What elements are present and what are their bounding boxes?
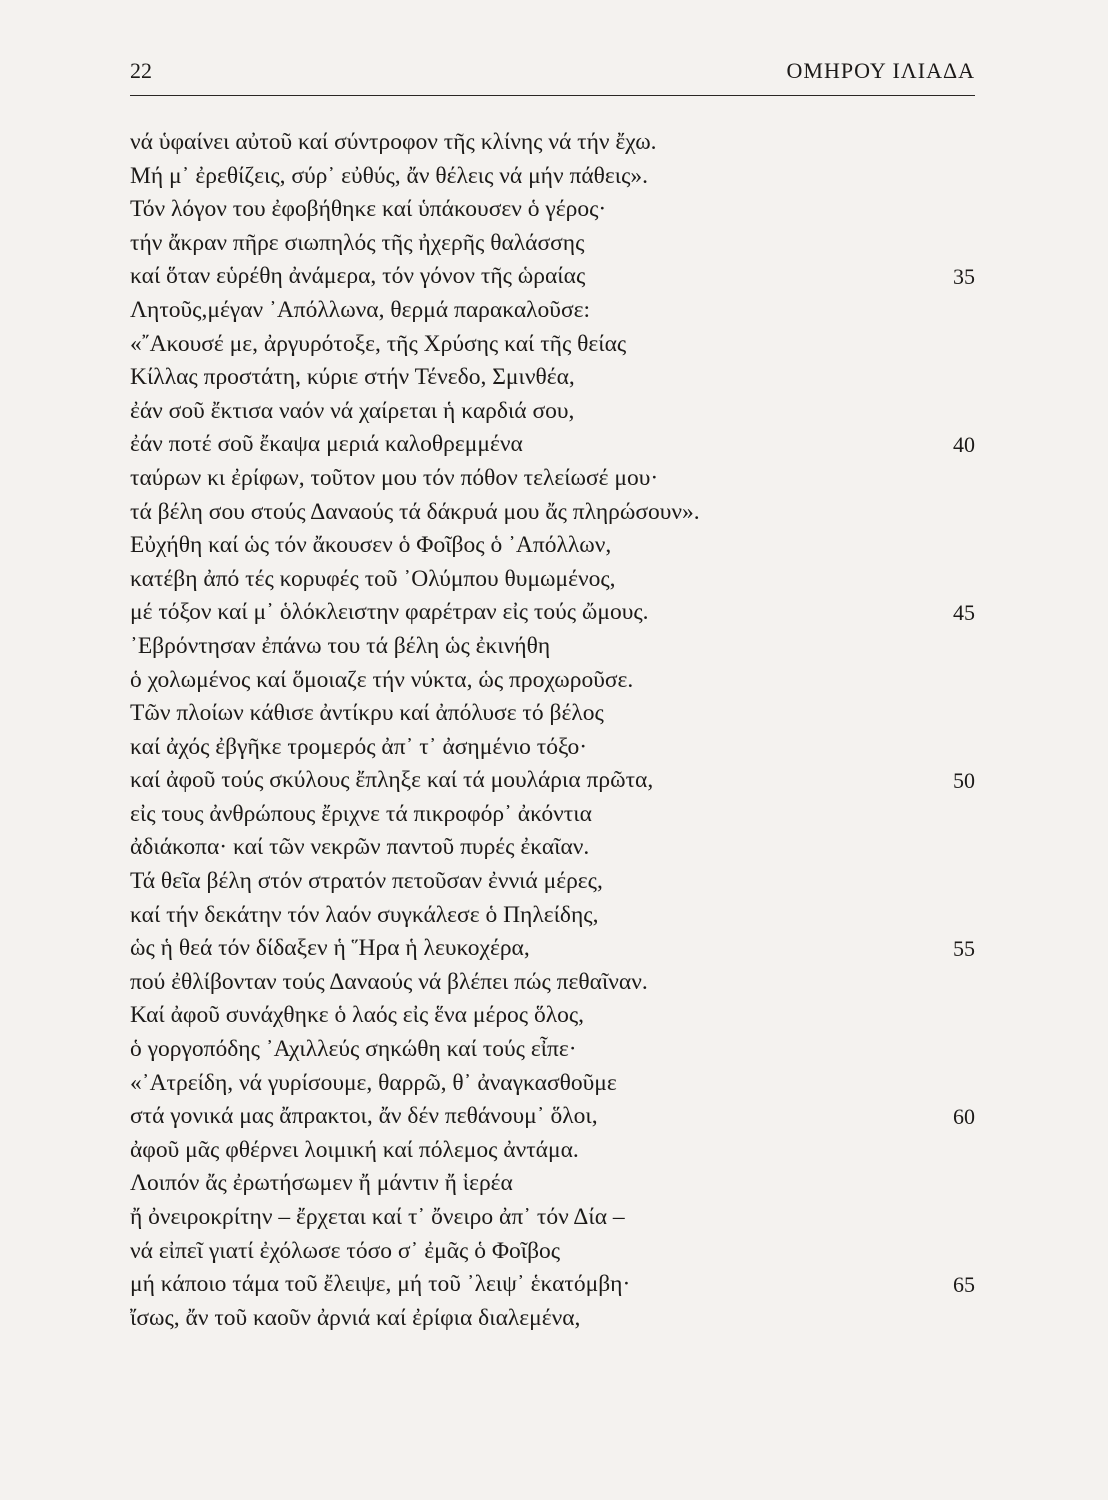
- verse-line: [130, 294, 975, 328]
- verse-line: [130, 428, 975, 462]
- verse-line-text: «᾿Ατρείδη, νά γυρίσουμε, θαρρῶ, θ᾿ ἀναγκασθοῦμε: [130, 1069, 617, 1096]
- verse-line: [130, 798, 975, 832]
- verse-line: [130, 1134, 975, 1168]
- line-number: 65: [953, 1272, 975, 1298]
- line-number: 40: [953, 432, 975, 458]
- verse-line: [130, 1167, 975, 1201]
- line-number: 55: [953, 936, 975, 962]
- verse-line-text: ἀδιάκοπα· καί τῶν νεκρῶν παντοῦ πυρές ἐκαῖαν.: [130, 834, 590, 861]
- verse-line: [130, 630, 975, 664]
- verse-line: [130, 899, 975, 933]
- verse-line: [130, 1033, 975, 1067]
- line-number: 35: [953, 264, 975, 290]
- verse-line: [130, 227, 975, 261]
- verse-line: [130, 563, 975, 597]
- verse-line-text: Καί ἀφοῦ συνάχθηκε ὁ λαός εἰς ἕνα μέρος ὅλος,: [130, 1002, 585, 1029]
- verse-line-text: ταύρων κι ἐρίφων, τοῦτον μου τόν πόθον τελείωσέ μου·: [130, 464, 659, 491]
- verse-line-text: ᾿Εβρόντησαν ἐπάνω του τά βέλη ὡς ἐκινήθη: [130, 632, 551, 659]
- verse-line: [130, 529, 975, 563]
- verse-line-text: ἐάν σοῦ ἔκτισα ναόν νά χαίρεται ἡ καρδιά σου,: [130, 397, 575, 424]
- verse-line: [130, 764, 975, 798]
- verse-line-text: νά ὑφαίνει αὐτοῦ καί σύντροφον τῆς κλίνης νά τήν ἔχω.: [130, 129, 657, 155]
- page-number: 22: [130, 58, 152, 83]
- verse-line-text: τά βέλη σου στούς Δαναούς τά δάκρυά μου ἄς πληρώσουν».: [130, 498, 700, 525]
- verse-line: [130, 831, 975, 865]
- verse-line: [130, 462, 975, 496]
- verse-line-text: Λητοῦς,μέγαν ᾿Απόλλωνα, θερμά παρακαλοῦσε:: [130, 296, 591, 323]
- verse-line-text: στά γονικά μας ἄπρακτοι, ἄν δέν πεθάνουμ᾿ ὅλοι,: [130, 1103, 598, 1130]
- running-title: ΟΜΗΡΟΥ ΙΛΙΑΔΑ: [786, 58, 975, 83]
- verse-line-text: ἀφοῦ μᾶς φθέρνει λοιμική καί πόλεμος ἀντάμα.: [130, 1136, 579, 1163]
- verse-line: [130, 1268, 975, 1302]
- verse-line-text: Τά θεῖα βέλη στόν στρατόν πετοῦσαν ἐννιά μέρες,: [130, 868, 603, 895]
- verse-line: [130, 328, 975, 362]
- verse-block: [130, 126, 975, 1335]
- verse-line-text: κατέβη ἀπό τές κορυφές τοῦ ᾿Ολύμπου θυμωμένος,: [130, 565, 616, 592]
- verse-line: [130, 1302, 975, 1336]
- verse-line: [130, 999, 975, 1033]
- verse-line: [130, 1235, 975, 1269]
- verse-line: [130, 1100, 975, 1134]
- verse-line-text: Κίλλας προστάτη, κύριε στήν Τένεδο, Σμινθέα,: [130, 364, 575, 391]
- verse-line-text: Τῶν πλοίων κάθισε ἀντίκρυ καί ἀπόλυσε τό βέλος: [130, 700, 604, 727]
- header-rule: [130, 95, 975, 96]
- verse-line-text: ἤ ὀνειροκρίτην – ἔρχεται καί τ᾿ ὄνειρο ἀπ᾿ τόν Δία –: [130, 1204, 625, 1230]
- verse-line-text: ὁ χολωμένος καί ὅμοιαζε τήν νύκτα, ὡς προχωροῦσε.: [130, 666, 634, 693]
- verse-line-text: καί ἀφοῦ τούς σκύλους ἔπληξε καί τά μουλάρια πρῶτα,: [130, 767, 654, 794]
- verse-line-text: τήν ἄκραν πῆρε σιωπηλός τῆς ἠχερῆς θαλάσσης: [130, 229, 585, 256]
- verse-line-text: Μή μ᾿ ἐρεθίζεις, σύρ᾿ εὐθύς, ἄν θέλεις νά μήν πάθεις».: [130, 162, 649, 189]
- verse-line-text: καί ἀχός ἐβγῆκε τρομερός ἀπ᾿ τ᾿ ἀσημένιο τόξο·: [130, 733, 588, 760]
- verse-line: [130, 932, 975, 966]
- verse-line: [130, 260, 975, 294]
- verse-line-text: Τόν λόγον του ἐφοβήθηκε καί ὑπάκουσεν ὁ γέρος·: [130, 196, 607, 223]
- verse-line-text: μή κάποιο τάμα τοῦ ἔλειψε, μή τοῦ ᾿λειψ᾿ ἑκατόμβη·: [130, 1271, 631, 1298]
- verse-line: [130, 395, 975, 429]
- page-header: [130, 52, 975, 92]
- verse-line-text: πού ἐθλίβονταν τούς Δαναούς νά βλέπει πώς πεθαῖναν.: [130, 968, 648, 995]
- verse-line: [130, 697, 975, 731]
- verse-line: [130, 1201, 975, 1235]
- verse-line: [130, 596, 975, 630]
- line-number: 50: [953, 768, 975, 794]
- verse-line-text: εἰς τους ἀνθρώπους ἔριχνε τά πικροφόρ᾿ ἀκόντια: [130, 800, 592, 827]
- verse-line: [130, 731, 975, 765]
- verse-line-text: ἐάν ποτέ σοῦ ἔκαψα μεριά καλοθρεμμένα: [130, 431, 523, 458]
- verse-line: [130, 865, 975, 899]
- verse-line-text: Λοιπόν ἄς ἐρωτήσωμεν ἤ μάντιν ἤ ἱερέα: [130, 1170, 513, 1197]
- verse-line: [130, 1067, 975, 1101]
- verse-line-text: καί τήν δεκάτην τόν λαόν συγκάλεσε ὁ Πηλείδης,: [130, 901, 599, 928]
- verse-line: [130, 193, 975, 227]
- verse-line-text: ὁ γοργοπόδης ᾿Αχιλλεύς σηκώθη καί τούς εἶπε·: [130, 1036, 577, 1063]
- verse-line-text: ὡς ἡ θεά τόν δίδαξεν ἡ Ἥρα ἡ λευκοχέρα,: [130, 935, 530, 962]
- verse-line-text: «῎Ακουσέ με, ἀργυρότοξε, τῆς Χρύσης καί τῆς θείας: [130, 330, 627, 357]
- verse-line-text: μέ τόξον καί μ᾿ ὁλόκλειστην φαρέτραν εἰς τούς ὤμους.: [130, 599, 649, 626]
- line-number: 60: [953, 1104, 975, 1130]
- verse-line: [130, 160, 975, 194]
- verse-line-text: ἴσως, ἄν τοῦ καοῦν ἀρνιά καί ἐρίφια διαλεμένα,: [130, 1304, 581, 1331]
- line-number: 45: [953, 600, 975, 626]
- verse-line-text: Εὐχήθη καί ὡς τόν ἄκουσεν ὁ Φοῖβος ὁ ᾿Απόλλων,: [130, 532, 612, 559]
- verse-line: [130, 664, 975, 698]
- verse-line: [130, 361, 975, 395]
- verse-line-text: νά εἰπεῖ γιατί ἐχόλωσε τόσο σ᾿ ἐμᾶς ὁ Φοῖβος: [130, 1237, 561, 1264]
- verse-line: [130, 966, 975, 1000]
- verse-line: [130, 126, 975, 160]
- verse-line: [130, 496, 975, 530]
- verse-line-text: καί ὅταν εὑρέθη ἀνάμερα, τόν γόνον τῆς ὡραίας: [130, 263, 586, 290]
